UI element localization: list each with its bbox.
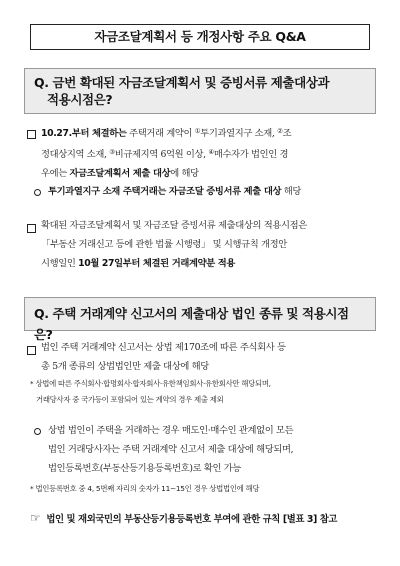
circle-bullet-icon [34, 428, 41, 435]
question-1-line-1: Q. 금번 확대된 자금조달계획서 및 증빙서류 제출대상과 [34, 75, 330, 90]
circled-number-3: ③ [109, 148, 115, 156]
question-2-text: Q. 주택 거래계약 신고서의 제출대상 법인 종류 및 적용시점은? [34, 306, 349, 342]
footnote-2: * 법인등록번호 중 4, 5번째 자리의 숫자가 11∼15인 경우 상법법인에 해당 [30, 484, 260, 493]
pointing-hand-icon: ☞ [30, 511, 41, 525]
reference-note: ☞ 법인 및 재외국민의 부동산등기용등록번호 부여에 관한 규칙 [별표 3] 참고 [30, 511, 338, 525]
square-bullet-icon [27, 224, 36, 233]
answer-3-paragraph: 확대된 자금조달계획서 및 자금조달 증빙서류 제출대상의 적용시점은 「부동산 거래신고 등에 관한 법률 시행령」 및 시행규칙 개정안 시행일인 10월 27일부터 체결된 거래계약분 적용 [41, 220, 307, 269]
question-box-1 [24, 68, 376, 114]
answer-1-line-2: 정대상지역 소재, ③비규제지역 6억원 이상, ④매수자가 법인인 경 [41, 148, 289, 160]
circle-bullet-icon [34, 189, 41, 196]
circled-number-1: ① [194, 127, 201, 135]
circled-number-2: ② [277, 127, 283, 135]
answer-1-line-1: 10.27.부터 체결하는 주택거래 계약이 ①투기과열지구 소재, ②조 [41, 127, 292, 139]
document-title: 자금조달계획서 등 개정사항 주요 Q&A [30, 24, 370, 50]
answer-1-line-3: 우에는 자금조달계획서 제출 대상에 해당 [41, 168, 199, 179]
circled-number-4: ④ [208, 148, 214, 156]
question-box-2 [24, 297, 376, 342]
answer-2-paragraph: 투기과열지구 소재 주택거래는 자금조달 증빙서류 제출 대상 해당 [48, 186, 301, 197]
q2-answer-2-paragraph: 상법 법인이 주택을 거래하는 경우 매도인·매수인 관계없이 모든 법인 거래당사자는 주택 거래계약 신고서 제출 대상에 해당되며, 법인등록번호(부동산등기용등록번호)로 확인 가능 [48, 425, 294, 474]
square-bullet-icon [27, 346, 36, 355]
answer-1-paragraph [41, 122, 376, 183]
q2-answer-1-paragraph: 법인 주택 거래계약 신고서는 상법 제170조에 따른 주식회사 등 총 5개 종류의 상법법인만 제출 대상에 해당 [41, 342, 286, 372]
square-bullet-icon [27, 130, 36, 139]
question-1-line-2: 적용시점은? [47, 92, 113, 107]
footnote-1: * 상법에 따른 주식회사·합명회사·합자회사·유한책임회사·유한회사만 해당되며, 거래당사자 중 국가등이 포함되어 있는 계약의 경우 제출 제외 [30, 379, 271, 404]
